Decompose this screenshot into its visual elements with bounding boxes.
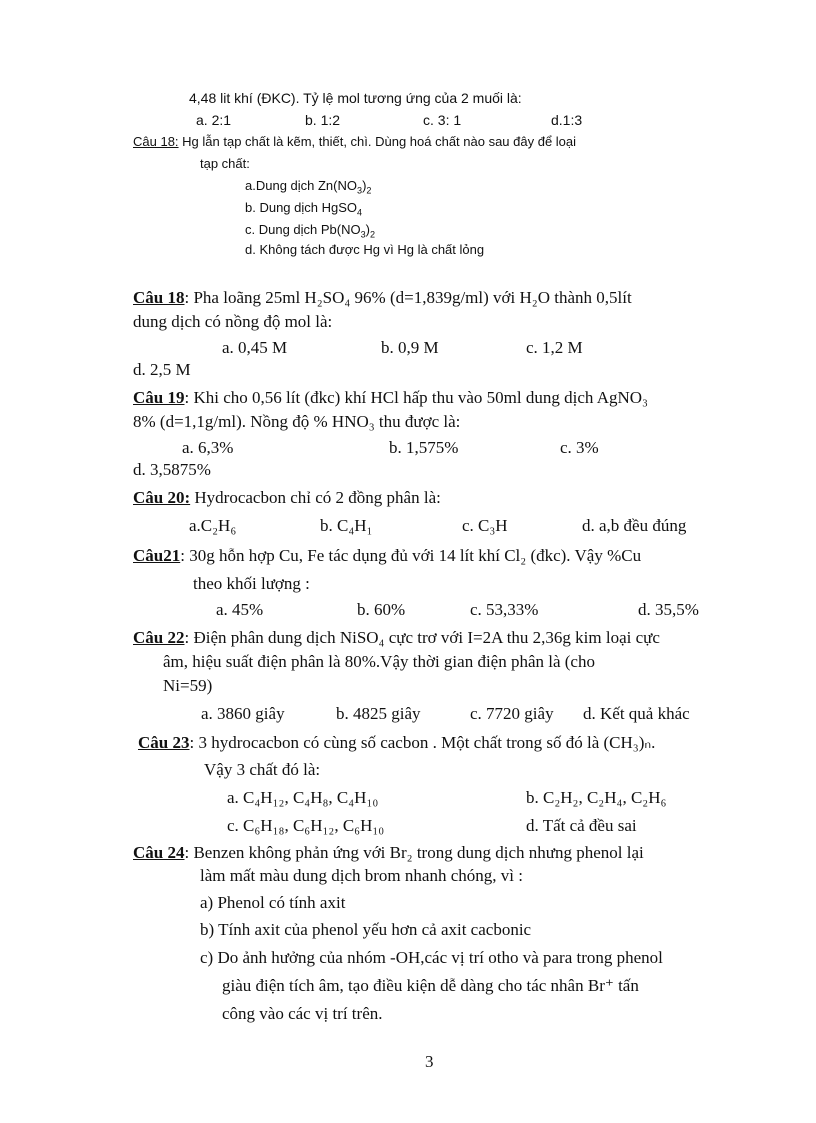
option-b: b. C₄H₁ [320, 516, 373, 535]
question-text-cont: theo khối lượng : [193, 574, 310, 593]
option-c: c. 3% [560, 438, 599, 457]
question-text: Hg lẫn tạp chất là kẽm, thiết, chì. Dùng hoá chất nào sau đây để loại [182, 134, 577, 149]
question-text: : Điện phân dung dịch NiSO₄ cực trơ với I=2A thu 2,36g kim loại cực [184, 628, 660, 647]
question-label: Câu 18: [133, 134, 179, 149]
option-c: c. C₃H [462, 516, 508, 535]
option-b: b. C₂H₂, C₂H₄, C₂H₆ [526, 788, 667, 807]
question-23 [138, 733, 655, 753]
option-a: a. 6,3% [182, 438, 234, 457]
question-21 [133, 546, 641, 566]
question-18a [133, 134, 576, 149]
option-d: d. 3,5875% [133, 460, 211, 479]
question-label: Câu 20: [133, 488, 191, 507]
option-text: c. Dung dịch Pb(NO [245, 222, 361, 237]
question-text-cont: làm mất màu dung dịch brom nhanh chóng, vì : [200, 866, 523, 885]
option-b: b. 0,9 M [381, 338, 439, 357]
option-b: b. 4825 giây [336, 704, 421, 723]
question-label: Câu 23 [138, 733, 190, 752]
question-text-cont: âm, hiệu suất điện phân là 80%.Vậy thời gian điện phân là (cho [163, 652, 595, 671]
question-text: : 3 hydrocacbon có cùng số cacbon . Một chất trong số đó là (CH₃)ₙ. [189, 733, 656, 752]
intro-line: 4,48 lit khí (ĐKC). Tỷ lệ mol tương ứng của 2 muối là: [189, 90, 522, 106]
question-text: Hydrocacbon chỉ có 2 đồng phân là: [194, 488, 441, 507]
option-b: b. 1,575% [389, 438, 459, 457]
option-d: d. Kết quả khác [583, 704, 690, 723]
option-c: c. 1,2 M [526, 338, 583, 357]
question-22 [133, 628, 660, 648]
question-19: Câu 19: Khi cho 0,56 lít (đkc) khí HCl hấp thu vào 50ml dung dịch AgNO₃ [133, 388, 648, 407]
intro-option-a: a. 2:1 [196, 112, 232, 128]
option-a: a) Phenol có tính axit [200, 893, 346, 912]
question-text: Pha loãng 25ml H₂SO₄ 96% (d=1,839g/ml) với H₂O thành 0,5lít [193, 288, 632, 307]
option-b: b) Tính axit của phenol yếu hơn cả axit cacbonic [200, 920, 532, 939]
intro-option-b: b. 1:2 [305, 112, 341, 128]
option-b: b. 60% [357, 600, 406, 619]
question-label: Câu 18 [133, 288, 185, 307]
intro-option-d: d.1:3 [551, 112, 583, 128]
option-c: c) Do ảnh hưởng của nhóm -OH,các vị trí otho và para trong phenol [200, 948, 663, 967]
option-c: c. Dung dịch $Pb(NO_3)_2$ [245, 222, 376, 240]
option-d: d. a,b đều đúng [582, 516, 687, 535]
question-text: : Benzen không phản ứng với Br₂ trong dung dịch nhưng phenol lại [184, 843, 644, 862]
question-text-cont: 8% (d=1,1g/ml). Nồng độ % HNO₃ thu được là: [133, 412, 461, 431]
option-text: b. Dung dịch HgSO [245, 200, 358, 215]
question-label: Câu 22 [133, 628, 185, 647]
question-text-cont: Vậy 3 chất đó là: [204, 760, 321, 779]
question-label: Câu 19 [133, 388, 185, 407]
question-18b: Câu 18: Pha loãng 25ml H₂SO₄ 96% (d=1,839g/ml) với H₂O thành 0,5lít [133, 288, 632, 307]
question-text-cont: tạp chất: [200, 156, 250, 171]
question-text: Khi cho 0,56 lít (đkc) khí HCl hấp thu vào 50ml dung dịch AgNO₃ [193, 388, 648, 407]
option-c: c. C₆H₁₈, C₆H₁₂, C₆H₁₀ [227, 816, 385, 835]
option-a: a. 3860 giây [201, 704, 285, 723]
option-c: c. 7720 giây [470, 704, 554, 723]
question-text-cont: Ni=59) [163, 676, 213, 695]
option-a: a. 0,45 M [222, 338, 288, 357]
question-label: Câu21 [133, 546, 181, 565]
option-a: a. 45% [216, 600, 264, 619]
question-24 [133, 843, 644, 863]
page-number: 3 [425, 1052, 434, 1071]
option-a: a. C₄H₁₂, C₄H₈, C₄H₁₀ [227, 788, 379, 807]
option-c-cont: giàu điện tích âm, tạo điều kiện dễ dàng cho tác nhân Br⁺ tấn [222, 976, 639, 995]
option-text: a.Dung dịch Zn(NO [245, 178, 357, 193]
option-b: b. Dung dịch HgSO$_4$ [245, 200, 363, 218]
option-d: d. Tất cả đều sai [526, 816, 637, 835]
option-d: d. 2,5 M [133, 360, 191, 379]
question-text: : 30g hỗn hợp Cu, Fe tác dụng đủ với 14 lít khí Cl₂ (đkc). Vậy %Cu [180, 546, 642, 565]
intro-option-c: c. 3: 1 [423, 112, 462, 128]
option-a: a.Dung dịch $Zn(NO_3)_2$ [245, 178, 372, 196]
option-d: d. Không tách được Hg vì Hg là chất lỏng [245, 242, 485, 257]
option-c-cont: công vào các vị trí trên. [222, 1004, 383, 1023]
question-label: Câu 24 [133, 843, 185, 862]
question-text-cont: dung dịch có nồng độ mol là: [133, 312, 333, 331]
option-a: a.C₂H₆ [189, 516, 237, 535]
question-20 [133, 488, 441, 508]
option-d: d. 35,5% [638, 600, 699, 619]
option-c: c. 53,33% [470, 600, 539, 619]
